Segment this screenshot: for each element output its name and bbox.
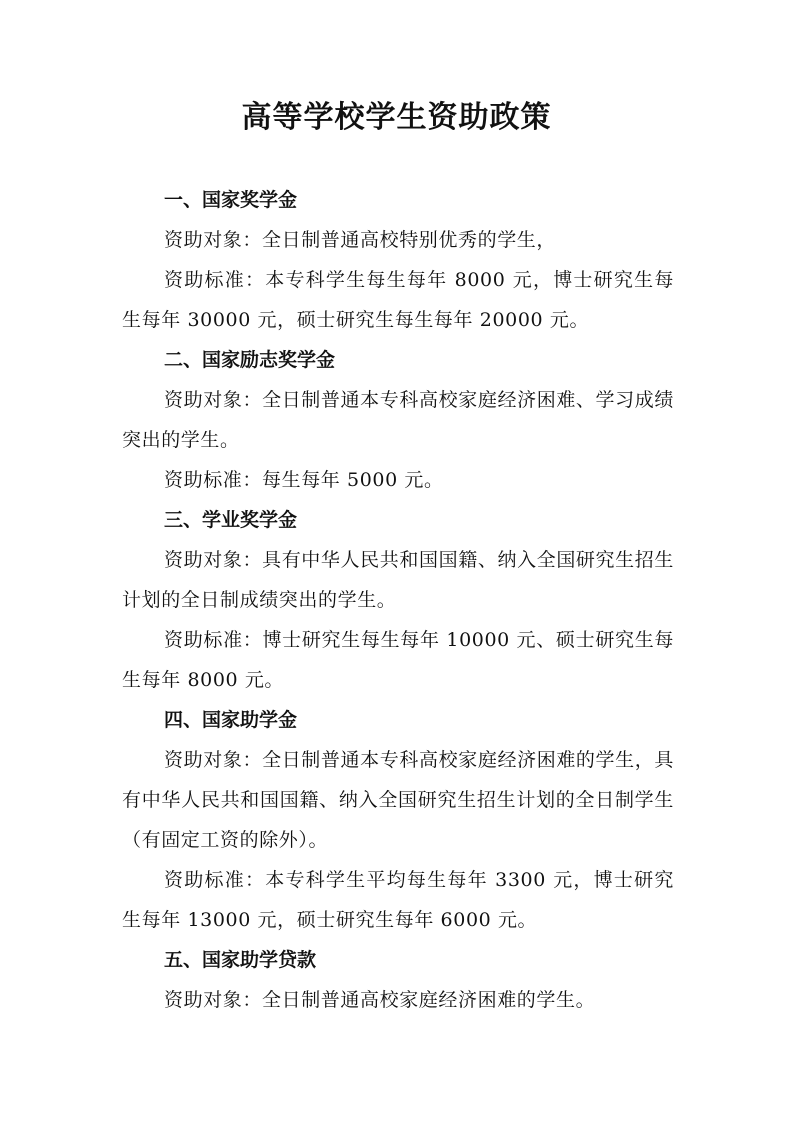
section-heading: 四、国家助学金 (164, 709, 298, 731)
standard-paragraph: 资助标准：博士研究生每生每年 10000 元、硕士研究生每生每年 8000 元。 (122, 629, 674, 691)
document-title: 高等学校学生资助政策 (241, 100, 552, 135)
section-academic-scholarship (122, 500, 674, 700)
section-national-encouragement-scholarship (122, 340, 674, 500)
section-heading: 一、国家奖学金 (164, 189, 298, 211)
standard-paragraph: 资助标准：本专科学生平均每生每年 3300 元，博士研究生每年 13000 元，硕士研究生每年 6000 元。 (122, 869, 674, 931)
section-national-student-loan (122, 940, 674, 1020)
section-heading: 三、学业奖学金 (164, 509, 298, 531)
section-national-grant (122, 700, 674, 940)
section-national-scholarship (122, 180, 674, 340)
eligibility-paragraph: 资助对象：全日制普通本专科高校家庭经济困难、学习成绩突出的学生。 (122, 389, 674, 451)
section-heading: 五、国家助学贷款 (164, 949, 317, 971)
eligibility-paragraph: 资助对象：全日制普通本专科高校家庭经济困难的学生，具有中华人民共和国国籍、纳入全国研究生招生计划的全日制学生（有固定工资的除外）。 (122, 749, 674, 851)
eligibility-paragraph: 资助对象：全日制普通高校家庭经济困难的学生。 (164, 989, 596, 1011)
eligibility-paragraph: 资助对象：具有中华人民共和国国籍、纳入全国研究生招生计划的全日制成绩突出的学生。 (122, 549, 674, 611)
standard-paragraph: 资助标准：本专科学生每生每年 8000 元，博士研究生每生每年 30000 元，硕士研究生每生每年 20000 元。 (122, 269, 674, 331)
section-heading: 二、国家励志奖学金 (164, 349, 336, 371)
eligibility-paragraph: 资助对象：全日制普通高校特别优秀的学生， (164, 229, 557, 251)
document-body (122, 180, 674, 1020)
standard-paragraph: 资助标准：每生每年 5000 元。 (164, 469, 444, 491)
